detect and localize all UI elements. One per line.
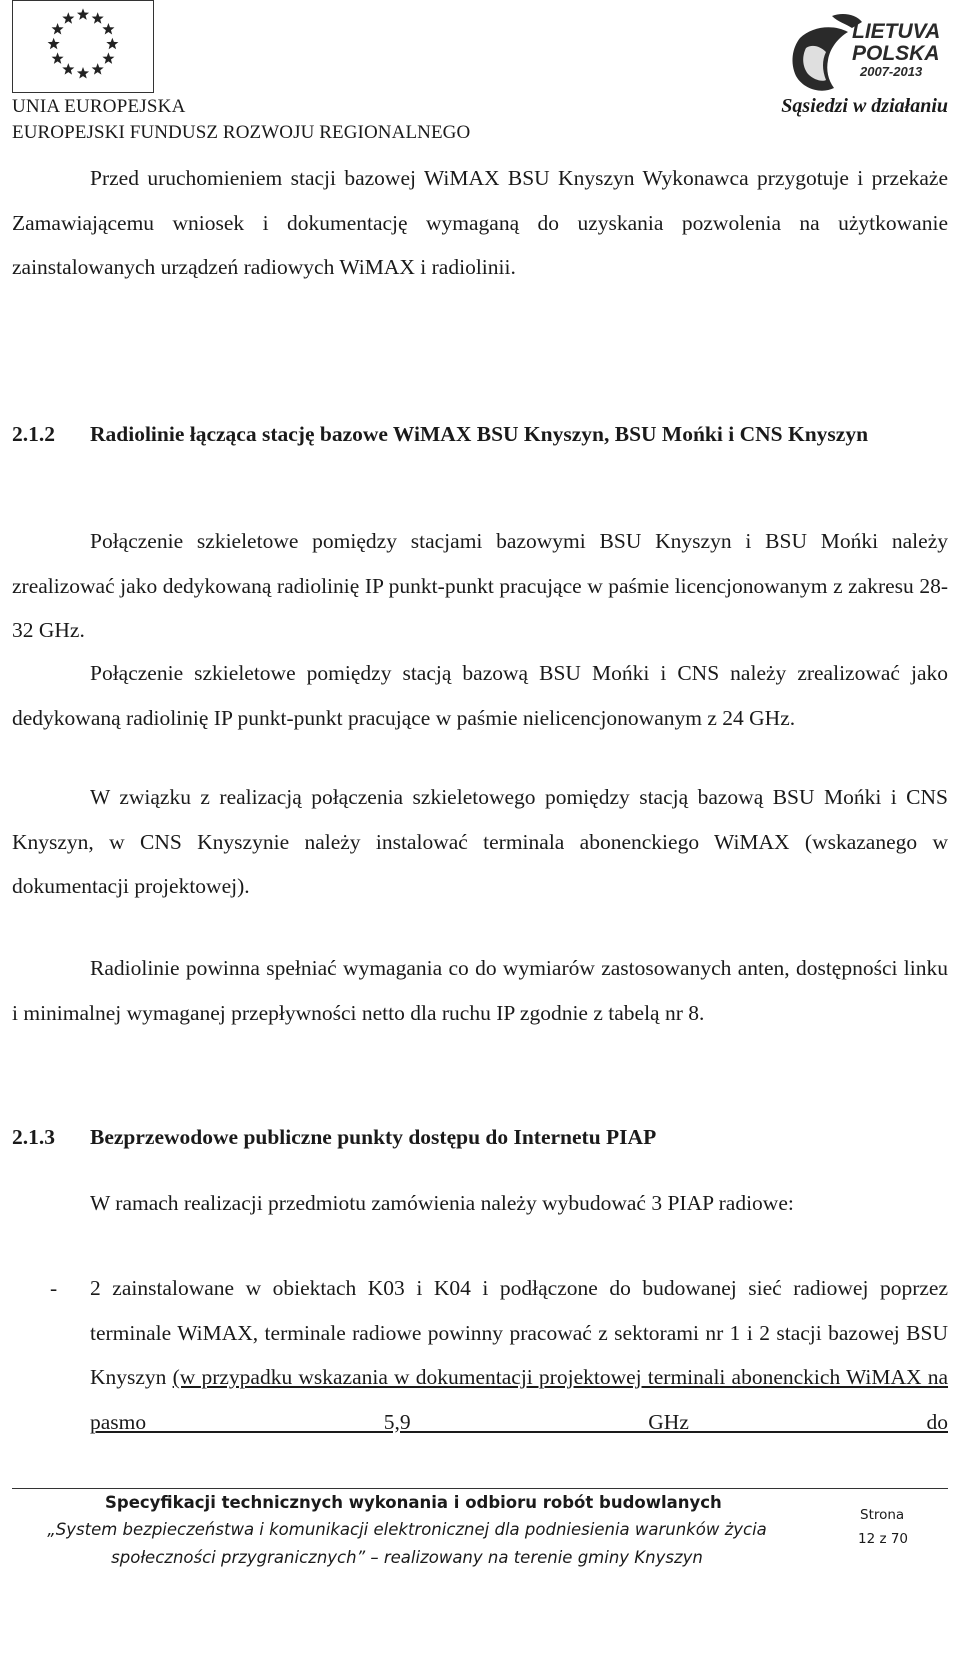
heading-number: 2.1.2: [12, 422, 55, 446]
footer-divider: [12, 1488, 948, 1489]
list-item-body: [90, 1266, 948, 1444]
list-item-underlined-text: (w przypadku wskazania w dokumentacji projektowej terminali abonenckich WiMAX na pasmo 5,9 GHz do: [90, 1365, 949, 1434]
eu-star-icon: [92, 12, 104, 24]
footer-project-line1: „System bezpieczeństwa i komunikacji elektronicznej dla podniesienia warunków życia: [47, 1520, 767, 1539]
logo-text-years: 2007-2013: [860, 64, 923, 79]
paragraph: Przed uruchomieniem stacji bazowej WiMAX BSU Knyszyn Wykonawca przygotuje i przekaże Zamawiającemu wniosek i dokumentację wymaganą do uzyskania pozwolenia na użytkowanie zainstalowanych urządzeń radiowych WiMAX i radiolinii.: [12, 166, 948, 279]
eu-star-icon: [92, 63, 104, 75]
eu-star-icon: [77, 8, 89, 20]
paragraph: W związku z realizacją połączenia szkieletowego pomiędzy stacją bazową BSU Mońki i CNS Knyszyn, w CNS Knyszynie należy instalować terminala abonenckiego WiMAX (wskazanego w dokumentacji projektowej).: [12, 785, 948, 898]
page-number: 12 z 70: [858, 1531, 909, 1547]
list-item-text: 2 zainstalowane w obiektach K03 i K04 i podłączone do budowanej sieć radiowej poprzez terminale WiMAX, terminale radiowe powinny pracować z sektorami nr 1 i 2 stacji bazowej BSU Knyszyn: [90, 1276, 948, 1389]
eu-star-icon: [52, 52, 64, 64]
eu-stars-icon: [13, 1, 153, 92]
eu-label: UNIA EUROPEJSKA: [12, 96, 186, 117]
eu-star-icon: [102, 23, 114, 35]
logo-slogan: Sąsiedzi w działaniu: [781, 95, 948, 117]
eu-star-icon: [106, 38, 118, 50]
eu-star-icon: [48, 38, 60, 50]
list-item: [12, 1266, 948, 1444]
heading-number: 2.1.3: [12, 1125, 55, 1149]
section-heading-2-1-2: [12, 412, 948, 456]
logo-text-lietuva: LIETUVA: [852, 20, 941, 43]
eu-star-icon: [62, 12, 74, 24]
eu-star-icon: [52, 23, 64, 35]
footer-title: Specyfikacji technicznych wykonania i odbioru robót budowlanych: [105, 1493, 722, 1512]
lietuva-polska-logo: [782, 8, 942, 96]
list-dash: -: [50, 1276, 58, 1300]
eu-star-icon: [62, 63, 74, 75]
heading-text: Bezprzewodowe publiczne punkty dostępu do Internetu PIAP: [90, 1125, 657, 1149]
footer-project-line2: społeczności przygranicznych” – realizowany na terenie gminy Knyszyn: [111, 1548, 703, 1567]
eu-star-icon: [77, 67, 89, 79]
logo-text-polska: POLSKA: [852, 42, 940, 65]
eu-fund-label: EUROPEJSKI FUNDUSZ ROZWOJU REGIONALNEGO: [12, 122, 471, 143]
paragraph: Radiolinie powinna spełniać wymagania co do wymiarów zastosowanych anten, dostępności linku i minimalnej wymaganej przepływności netto dla ruchu IP zgodnie z tabelą nr 8.: [12, 956, 948, 1025]
section-heading-2-1-3: [12, 1115, 948, 1159]
paragraph: Połączenie szkieletowe pomiędzy stacjami bazowymi BSU Knyszyn i BSU Mońki należy zrealizować jako dedykowaną radiolinię IP punkt-punkt pracujące w paśmie licencjonowanym z zakresu 28-32 GHz.: [12, 529, 948, 642]
eu-flag-logo: [12, 0, 154, 93]
page-label: Strona: [860, 1507, 905, 1523]
eu-star-icon: [102, 52, 114, 64]
heading-text: Radiolinie łącząca stację bazowe WiMAX BSU Knyszyn, BSU Mońki i CNS Knyszyn: [90, 422, 869, 446]
paragraph: W ramach realizacji przedmiotu zamówienia należy wybudować 3 PIAP radiowe:: [90, 1191, 794, 1215]
paragraph: Połączenie szkieletowe pomiędzy stacją bazową BSU Mońki i CNS należy zrealizować jako dedykowaną radiolinię IP punkt-punkt pracujące w paśmie nielicencjonowanym z 24 GHz.: [12, 661, 948, 730]
